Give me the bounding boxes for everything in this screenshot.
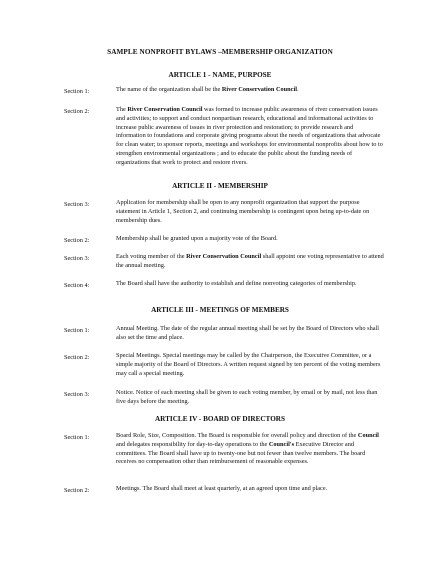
section-body: Meetings. The Board shall meet at least quarterly, at an agreed upon time and place. <box>116 485 328 492</box>
article-3-heading: ARTICLE III - MEETINGS OF MEMBERS <box>151 306 289 314</box>
section-label: Section 2: <box>64 108 90 115</box>
section-label: Section 2: <box>64 237 90 244</box>
section-label: Section 2: <box>64 354 90 361</box>
section-body: The name of the organization shall be the River Conservation Council. <box>116 86 299 93</box>
section-body: Membership shall be granted upon a majority vote of the Board. <box>116 235 278 242</box>
section-body: Application for membership shall be open to any nonprofit organization that support the purpose statement in Article 1, Section 2, and continuing membership is contingent upon being up-to-date on membership dues. <box>116 199 370 224</box>
section-body: Each voting member of the River Conservation Council shall appoint one voting representative to attend the annual meeting. <box>116 253 384 269</box>
section-label: Section 3: <box>64 391 90 398</box>
section-body: The Board shall have the authority to establish and define nonvoting categories of membership. <box>116 280 357 287</box>
document-title: SAMPLE NONPROFIT BYLAWS –MEMBERSHIP ORGANIZATION <box>107 48 333 56</box>
section-label: Section 1: <box>64 88 90 95</box>
article-1-heading: ARTICLE 1 - NAME, PURPOSE <box>168 71 272 79</box>
section-body: Board Role, Size, Composition. The Board is responsible for overall policy and direction of the Council and delegates responsibility for day-to-day operations to the Council's Executive Director and committees. The Board shall have up to twenty-one but not fewer than twelve members. The board receives no compensation other than reimbursement of reasonable expenses. <box>116 432 379 466</box>
section-label: Section 3: <box>64 201 90 208</box>
section-body: Special Meetings. Special meetings may be called by the Chairperson, the Executive Committee, or a simple majority of the Board of Directors. A written request signed by ten percent of the voting members may call a special meeting. <box>116 352 381 377</box>
section-label: Section 1: <box>64 327 90 334</box>
section-label: Section 1: <box>64 434 90 441</box>
section-label: Section 3: <box>64 255 90 262</box>
section-label: Section 2: <box>64 487 90 494</box>
section-body: Notice. Notice of each meeting shall be given to each voting member, by email or by mail, not less than five days before the meeting. <box>116 389 378 405</box>
article-4-heading: ARTICLE IV - BOARD OF DIRECTORS <box>154 415 285 423</box>
section-body: The River Conservation Council was formed to increase public awareness of river conservation issues and activities; to support and conduct nonpartisan research, educational and informational activities to increase public awareness of issues in river protection and restoration; to provide research and information to foundations and corporate giving programs about the needs of organizations that advocate for clean water; to sponsor reports, meetings and workshops for environmental nonprofits about how to to strengthen environmental organizations ; and to educate the public about the funding needs of organizations that work to protect and restore rivers. <box>116 106 383 166</box>
section-label: Section 4: <box>64 282 90 289</box>
section-body: Annual Meeting. The date of the regular annual meeting shall be set by the Board of Directors who shall also set the time and place. <box>116 325 380 341</box>
article-2-heading: ARTICLE II - MEMBERSHIP <box>172 182 268 190</box>
